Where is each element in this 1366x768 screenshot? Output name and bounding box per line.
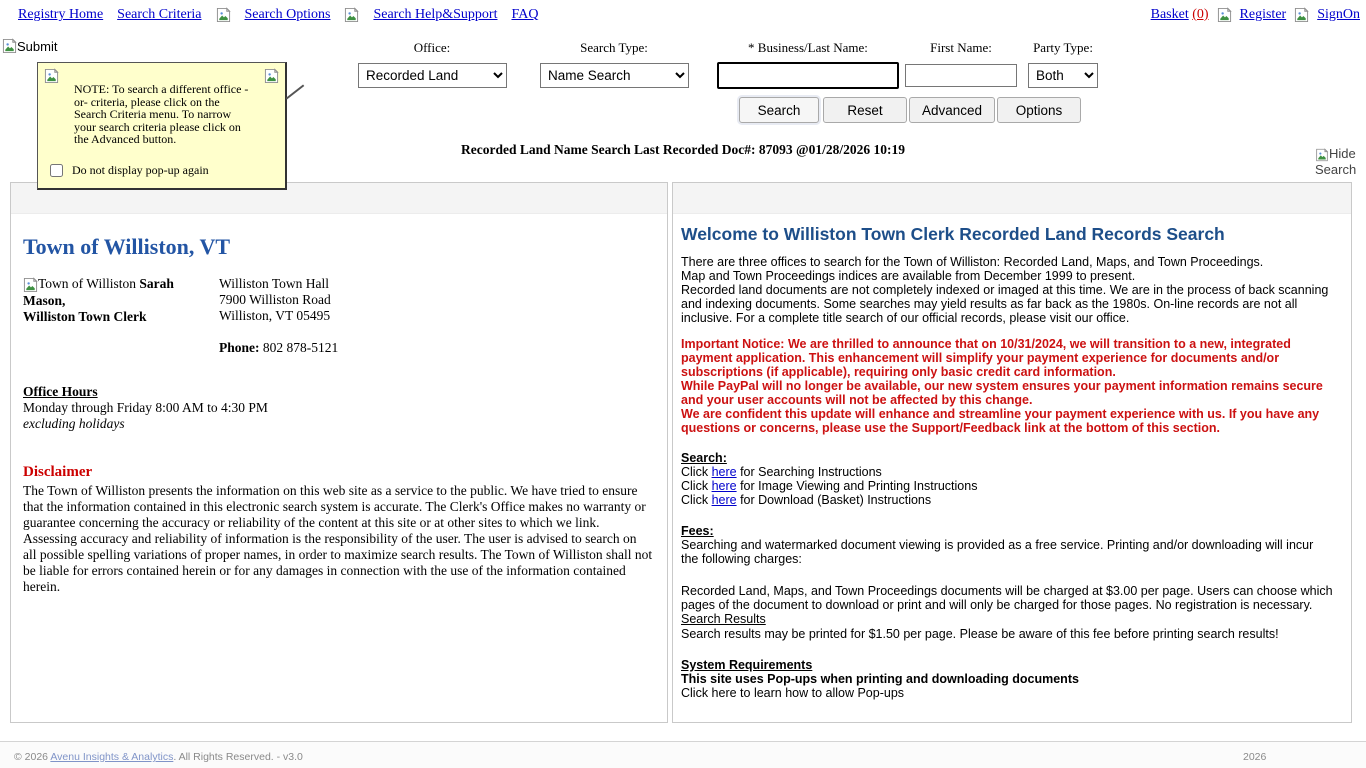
welcome-title: Welcome to Williston Town Clerk Recorded Land Records Search xyxy=(681,224,1225,244)
submit-button[interactable] xyxy=(2,38,57,54)
address-line: Williston, VT 05495 xyxy=(219,308,331,323)
broken-image-icon xyxy=(264,68,279,84)
top-nav-right xyxy=(1151,7,1360,23)
broken-image-icon xyxy=(1217,7,1232,23)
disclaimer-text: The Town of Williston presents the information on this web site as a service to the public. We have tried to ensure that the information contained in this electronic search system is accurate. The Clerk's Office makes no warranty or guarantee concerning the accuracy or reliability of the content at this site or at other sites to which we link. Assessing accuracy and reliability of information is the responsibility of the user. The user is advised to search on all possible spelling variations of proper names, in order to maximize search results. The Town of Williston shall not be liable for errors contained herein or for any damages in connection with the use of the information contained herein. xyxy=(23,483,653,594)
basket-count[interactable]: (0) xyxy=(1192,7,1209,22)
submit-label: Submit xyxy=(17,38,58,54)
search-type-label: Search Type: xyxy=(580,40,648,55)
address-line: Williston Town Hall xyxy=(219,276,330,291)
fees-heading: Fees: xyxy=(681,524,714,538)
broken-image-icon xyxy=(1315,148,1329,162)
welcome-panel xyxy=(672,182,1352,723)
intro-line: There are three offices to search for the Town of Williston: Recorded Land, Maps, and Town Proceedings. xyxy=(681,255,1264,269)
intro-line: Map and Town Proceedings indices are available from December 1999 to present. xyxy=(681,269,1136,283)
search-criteria-link[interactable]: Search Criteria xyxy=(117,7,202,22)
register-link[interactable]: Register xyxy=(1239,7,1287,22)
footer xyxy=(0,741,1366,768)
basket-label[interactable]: Basket xyxy=(1150,7,1189,22)
phone-value: 802 878-5121 xyxy=(259,340,339,355)
system-requirements-heading: System Requirements xyxy=(681,658,813,672)
office-hours-section xyxy=(23,384,653,432)
party-type-select[interactable] xyxy=(1028,63,1098,88)
town-info-panel xyxy=(10,182,668,723)
hide-search-button[interactable] xyxy=(1315,146,1365,177)
address-block xyxy=(219,276,338,356)
notice-line: Important Notice: We are thrilled to announce that on 10/31/2024, we will transition to a new, integrated payment application. This enhancement will simplify your payment experience for documents and/or subscriptions (if applicable), requiring only basic credit card information. xyxy=(681,337,1291,379)
fees-text: Searching and watermarked document viewing is provided as a free service. Printing and/or downloading will incur the following charges: xyxy=(681,538,1314,566)
top-nav xyxy=(18,7,538,23)
clerk-info xyxy=(23,276,207,356)
business-last-name-label: * Business/Last Name: xyxy=(748,40,868,55)
searching-instructions-link[interactable]: here xyxy=(711,465,737,479)
office-hours-note: excluding holidays xyxy=(23,416,125,431)
reset-button[interactable]: Reset xyxy=(823,97,907,123)
basket-link[interactable] xyxy=(1151,7,1209,23)
footer-copyright: © 2026 Avenu Insights & Analytics. All Rights Reserved. - v3.0 xyxy=(14,751,303,763)
broken-image-icon xyxy=(344,7,359,23)
address-line: 7900 Williston Road xyxy=(219,292,331,307)
last-recorded-status: Recorded Land Name Search Last Recorded Doc#: 87093 @01/28/2026 10:19 xyxy=(461,142,905,157)
notice-line: We are confident this update will enhance and streamline your payment experience with us. If you have any questions or concerns, please use the Support/Feedback link at the bottom of this section. xyxy=(681,407,1320,435)
note-popup-text: NOTE: To search a different office -or- criteria, please click on the Search Criteria menu. To narrow your search criteria please click on the Advanced button. xyxy=(74,82,249,146)
instruction-line: Click here for Image Viewing and Printing Instructions xyxy=(681,479,978,493)
first-name-input[interactable] xyxy=(905,64,1017,87)
phone-row xyxy=(219,340,338,356)
download-instructions-link[interactable]: here xyxy=(711,493,737,507)
clerk-photo-alt: Town of Williston xyxy=(38,276,137,291)
office-hours-text: Monday through Friday 8:00 AM to 4:30 PM xyxy=(23,400,268,415)
search-options-link[interactable]: Search Options xyxy=(244,7,331,22)
instruction-line: Click here for Searching Instructions xyxy=(681,465,882,479)
popups-warning-text: This site uses Pop-ups when printing and downloading documents xyxy=(681,672,1079,686)
panel-header-strip xyxy=(673,183,1351,214)
office-hours-heading: Office Hours xyxy=(23,384,98,399)
popup-corner-mark xyxy=(286,84,305,99)
broken-image-icon xyxy=(2,38,17,54)
notice-line: While PayPal will no longer be available, our new system ensures your payment information remains secure and your user accounts will not be affected by this change. xyxy=(681,379,1323,407)
clerk-title: Williston Town Clerk xyxy=(23,308,147,324)
faq-link[interactable]: FAQ xyxy=(511,7,539,22)
advanced-button[interactable]: Advanced xyxy=(909,97,995,123)
business-last-name-input[interactable] xyxy=(717,62,899,89)
search-button[interactable]: Search xyxy=(739,97,819,123)
avenu-link[interactable]: Avenu Insights & Analytics xyxy=(50,751,174,763)
office-select[interactable] xyxy=(358,63,507,88)
important-notice xyxy=(681,337,1335,435)
fees-section xyxy=(681,524,1335,641)
popups-help-link[interactable]: Click here to learn how to allow Pop-ups xyxy=(681,686,905,700)
options-button[interactable]: Options xyxy=(997,97,1081,123)
phone-label: Phone: xyxy=(219,340,260,355)
office-label: Office: xyxy=(413,40,451,55)
search-results-text: Search results may be printed for $1.50 per page. Please be aware of this fee before printing search results! xyxy=(681,627,1279,641)
broken-image-icon xyxy=(23,277,38,293)
disclaimer-heading: Disclaimer xyxy=(23,464,93,480)
town-title: Town of Williston, VT xyxy=(23,234,231,259)
broken-image-icon xyxy=(44,68,59,84)
contact-block xyxy=(23,276,653,356)
search-instructions-section xyxy=(681,451,1335,507)
signon-link[interactable]: SignOn xyxy=(1317,7,1360,22)
system-requirements-section xyxy=(681,658,1335,700)
fees-detail: Recorded Land, Maps, and Town Proceedings documents will be charged at $3.00 per page. Users can choose which pages of the document to download or print and will only be charged for those pages. No registration is necessary. xyxy=(681,584,1333,612)
search-help-link[interactable]: Search Help&Support xyxy=(373,7,498,22)
intro-section xyxy=(681,255,1335,325)
broken-image-icon xyxy=(216,7,231,23)
search-type-select[interactable] xyxy=(540,63,689,88)
disclaimer-section xyxy=(23,464,653,595)
clerk-name: Sarah Mason, xyxy=(23,276,174,308)
note-popup xyxy=(37,62,287,190)
search-results-heading: Search Results xyxy=(681,612,766,626)
search-heading: Search: xyxy=(681,451,727,465)
footer-year: 2026 xyxy=(1243,751,1267,763)
intro-line: Recorded land documents are not completely indexed or imaged at this time. We are in the process of back scanning and indexing documents. Some searches may yield results as far back as the 1980s. On-line records are not all inclusive. For a complete title search of our official records, please visit our office. xyxy=(681,283,1329,325)
broken-image-icon xyxy=(1294,7,1309,23)
first-name-label: First Name: xyxy=(930,40,992,55)
party-type-label: Party Type: xyxy=(1033,40,1093,55)
dismiss-popup-label: Do not display pop-up again xyxy=(72,163,209,177)
dismiss-popup-checkbox[interactable] xyxy=(50,164,63,177)
hide-search-label: Hide Search xyxy=(1315,146,1357,177)
image-viewing-instructions-link[interactable]: here xyxy=(711,479,737,493)
registry-home-link[interactable]: Registry Home xyxy=(18,7,104,22)
instruction-line: Click here for Download (Basket) Instructions xyxy=(681,493,932,507)
